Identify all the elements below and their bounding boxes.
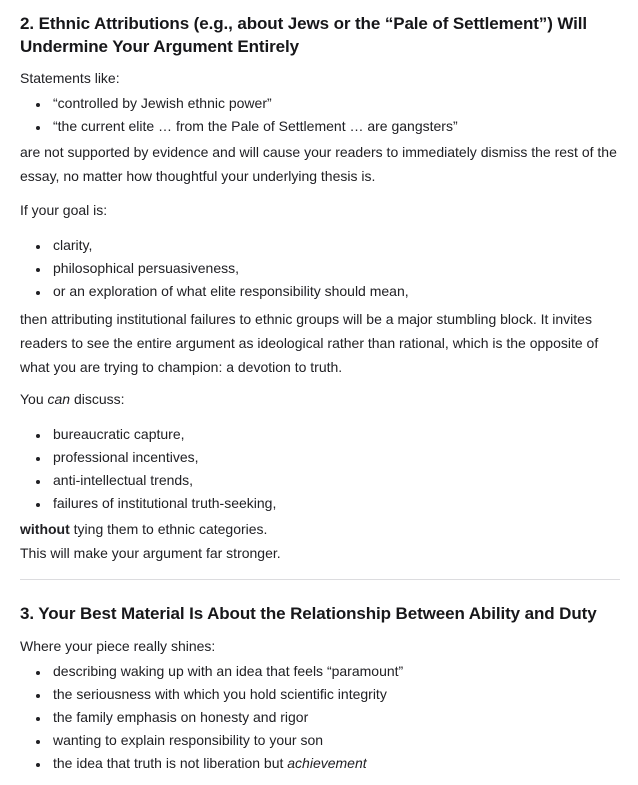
text-segment-italic: can bbox=[47, 391, 71, 407]
section-best-material bbox=[20, 602, 620, 775]
list-item: • philosophical persuasiveness, bbox=[50, 257, 620, 280]
bullet-list-goals bbox=[20, 234, 620, 303]
paragraph-you-can-discuss bbox=[20, 387, 620, 411]
list-item: • the seriousness with which you hold scientific integrity bbox=[50, 683, 620, 706]
list-item: • the family emphasis on honesty and rigor bbox=[50, 706, 620, 729]
paragraph-not-supported: are not supported by evidence and will cause your readers to immediately dismiss the rest of the essay, no matter how thoughtful your underlying thesis is. bbox=[20, 144, 617, 184]
text-segment-italic: achievement bbox=[287, 755, 367, 771]
list-item: • anti-intellectual trends, bbox=[50, 469, 620, 492]
list-item: • failures of institutional truth-seeking, bbox=[50, 492, 620, 515]
section-divider bbox=[20, 579, 620, 580]
text-segment-bold: without bbox=[20, 521, 70, 537]
list-item: • “controlled by Jewish ethnic power” bbox=[50, 92, 620, 115]
paragraph-if-your-goal: If your goal is: bbox=[20, 202, 108, 218]
list-item: • or an exploration of what elite responsibility should mean, bbox=[50, 280, 620, 303]
paragraph-then-attributing: then attributing institutional failures to ethnic groups will be a major stumbling block. It invites readers to see the entire argument as ideological rather than rational, which is the opposite of what you are trying to champion: a devotion to truth. bbox=[20, 311, 599, 375]
text-segment: You bbox=[20, 391, 48, 407]
bullet-list-shines bbox=[20, 660, 620, 775]
list-item: • the idea that truth is not liberation but achievement bbox=[50, 752, 620, 775]
text-segment: tying them to ethnic categories. bbox=[69, 521, 268, 537]
list-item: • clarity, bbox=[50, 234, 620, 257]
section-ethnic-attributions bbox=[20, 12, 620, 565]
list-item: • bureaucratic capture, bbox=[50, 423, 620, 446]
list-item: • professional incentives, bbox=[50, 446, 620, 469]
paragraph-where-shines: Where your piece really shines: bbox=[20, 638, 216, 654]
text-segment: discuss: bbox=[70, 391, 125, 407]
list-item: • describing waking up with an idea that feels “paramount” bbox=[50, 660, 620, 683]
list-item: • “the current elite … from the Pale of Settlement … are gangsters” bbox=[50, 115, 620, 138]
bullet-list-quotes bbox=[20, 92, 620, 138]
paragraph-without bbox=[20, 517, 620, 565]
bullet-list-discuss bbox=[20, 423, 620, 515]
section-heading: 3. Your Best Material Is About the Relationship Between Ability and Duty bbox=[20, 604, 597, 623]
list-item: • wanting to explain responsibility to your son bbox=[50, 729, 620, 752]
section-heading: 2. Ethnic Attributions (e.g., about Jews or the “Pale of Settlement”) Will Undermine Your Argument Entirely bbox=[20, 14, 588, 56]
text-segment: This will make your argument far stronger. bbox=[20, 545, 281, 561]
paragraph-statements-like: Statements like: bbox=[20, 70, 120, 86]
